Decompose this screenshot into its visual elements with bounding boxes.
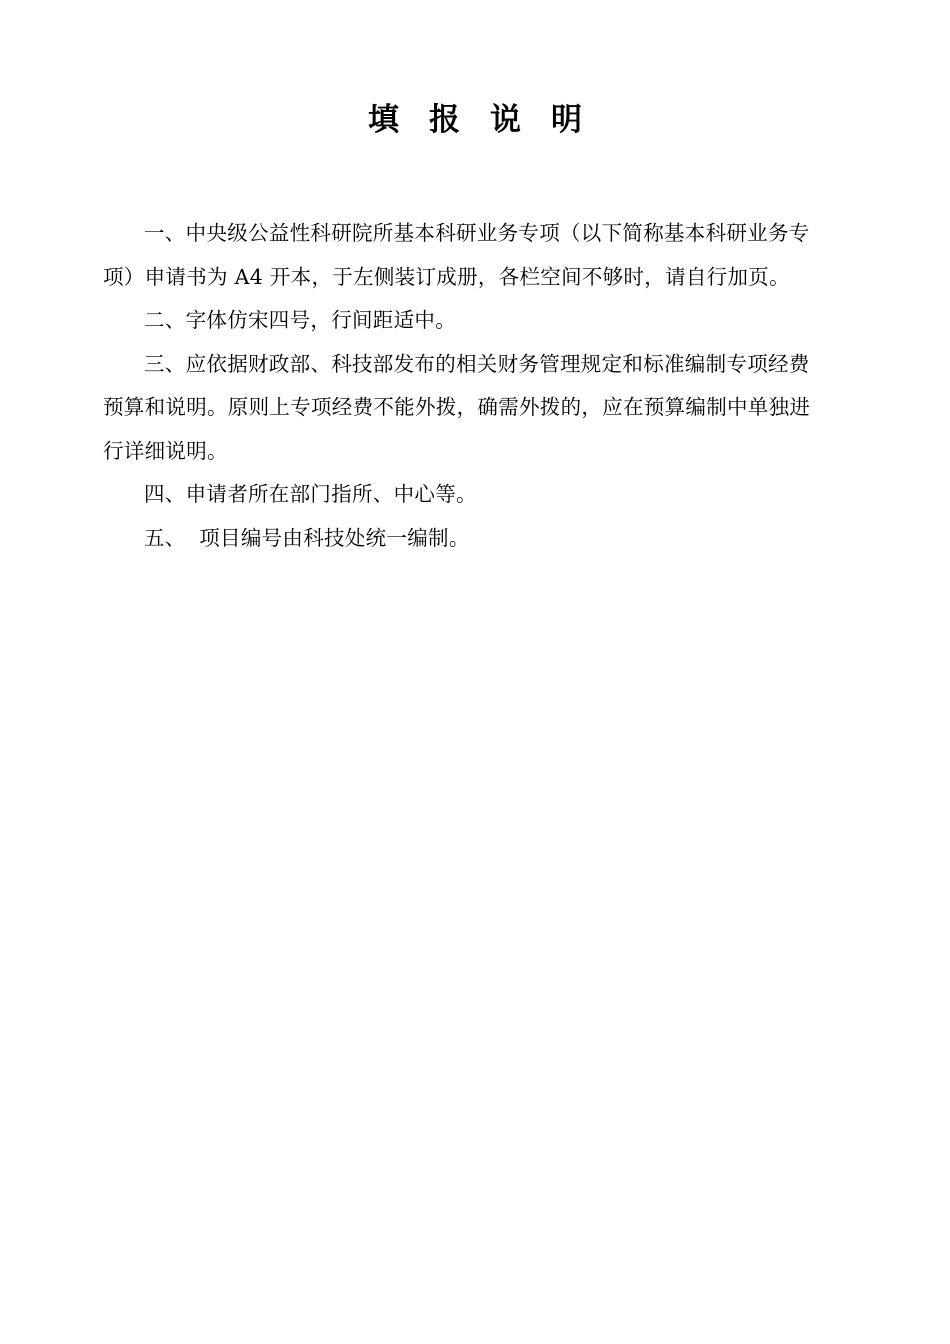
instruction-item-3 bbox=[103, 343, 853, 474]
instruction-item-3-line-3: 行详细说明。 bbox=[103, 438, 228, 463]
instruction-item-5 bbox=[103, 517, 853, 561]
instruction-item-1-line-2: 项）申请书为 A4 开本，于左侧装订成册，各栏空间不够时，请自行加页。 bbox=[103, 264, 790, 289]
page-title: 填报说明 bbox=[368, 102, 612, 138]
instruction-item-1-line-1: 一、中央级公益性科研院所基本科研业务专项（以下简称基本科研业务专 bbox=[144, 221, 810, 245]
instruction-item-2-line-1: 二、字体仿宋四号，行间距适中。 bbox=[144, 308, 456, 332]
instruction-item-3-line-1: 三、应依据财政部、科技部发布的相关财务管理规定和标准编制专项经费 bbox=[144, 351, 810, 376]
instructions-body bbox=[103, 212, 853, 560]
instruction-item-4-line-1: 四、申请者所在部门指所、中心等。 bbox=[144, 482, 477, 506]
instruction-item-2 bbox=[103, 299, 853, 343]
instruction-item-1 bbox=[103, 212, 853, 299]
instruction-item-4 bbox=[103, 473, 853, 517]
instruction-item-5-line-1: 五、 项目编号由科技处统一编制。 bbox=[144, 525, 470, 550]
instruction-item-3-line-2: 预算和说明。原则上专项经费不能外拨，确需外拨的，应在预算编制中单独进 bbox=[103, 395, 811, 419]
